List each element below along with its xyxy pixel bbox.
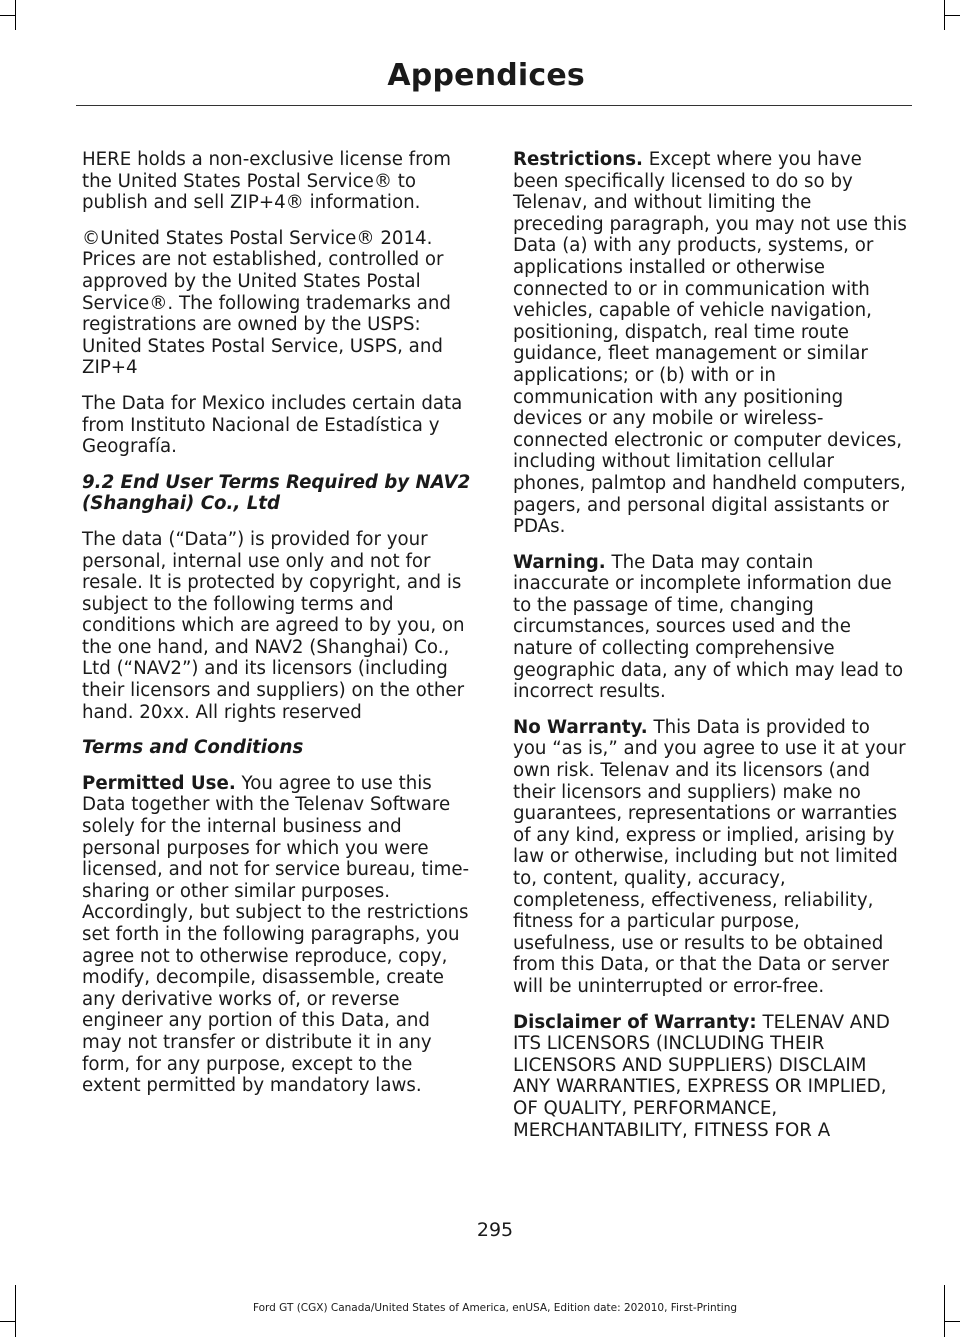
paragraph-lead: No Warranty. <box>513 716 648 738</box>
right-column <box>513 149 907 1155</box>
page-number: 295 <box>476 1219 514 1241</box>
paragraph-lead: Permitted Use. <box>82 772 236 794</box>
crop-mark-bottom-right-h <box>945 1321 960 1322</box>
paragraph <box>513 149 907 538</box>
paragraph: HERE holds a non-exclusive license from the United States Postal Service® to publish and sell ZIP+4® information. <box>82 149 452 214</box>
page-title: Appendices <box>387 58 585 93</box>
paragraph <box>513 717 907 998</box>
paragraph-body: TELENAV AND ITS LICENSORS (INCLUDING THEIR LICENSORS AND SUPPLIERS) DISCLAIM ANY WARRANTIES, EXPRESS OR IMPLIED, OF QUALITY, PERFORMANCE, MERCHANTABILITY, FITNESS FOR A <box>513 1011 890 1141</box>
paragraph <box>82 773 474 1097</box>
paragraph-body: Except where you have been specifically licensed to do so by Telenav, and without limiting the preceding paragraph, you may not use this Data (a) with any products, systems, or applications installed or otherwise connected to or in communication with vehicles, capable of vehicle navigation, positioning, dispatch, real time route guidance, fleet management or similar applications; or (b) with or in communication with any positioning devices or any mobile or wireless-connected electronic or computer devices, including without limitation cellular phones, palmtop and handheld computers, pagers, and personal digital assistants or PDAs. <box>513 149 907 538</box>
paragraph <box>513 1012 907 1142</box>
paragraph-body: You agree to use this Data together with the Telenav Software solely for the internal business and personal purposes for which you were licensed, and not for service bureau, time-sharing or other similar purposes. Accordingly, but subject to the restrictions set forth in the following paragraphs, you agree not to otherwise reproduce, copy, modify, decompile, disassemble, create any derivative works of, or reverse engineer any portion of this Data, and may not transfer or distribute it in any form, for any purpose, except to the extent permitted by mandatory laws. <box>82 772 470 1097</box>
paragraph: The data (“Data”) is provided for your personal, internal use only and not for resale. It is protected by copyright, and is subject to the following terms and conditions which are agreed to by you, on the one hand, and NAV2 (Shanghai) Co., Ltd (“NAV2”) and its licensors (including their licensors and suppliers) on the other hand. 20xx. All rights reserved <box>82 528 465 723</box>
paragraph <box>513 552 907 703</box>
footer-edition-info: Ford GT (CGX) Canada/United States of America, enUSA, Edition date: 202010, First-Printing <box>252 1302 738 1314</box>
crop-mark-top-left-h <box>0 15 15 16</box>
crop-mark-top-left-v <box>15 0 16 30</box>
paragraph-body: The Data may contain inaccurate or incomplete information due to the passage of time, changing circumstances, sources used and the nature of collecting comprehensive geographic data, any of which may lead to incorrect results. <box>513 551 904 703</box>
section-heading: 9.2 End User Terms Required by NAV2 (Shanghai) Co., Ltd <box>82 471 471 515</box>
crop-mark-top-right-h <box>945 15 960 16</box>
subsection-heading: Terms and Conditions <box>82 737 304 759</box>
paragraph: The Data for Mexico includes certain data from Instituto Nacional de Estadística y Geografía. <box>82 392 463 458</box>
header-divider <box>76 105 912 106</box>
paragraph-lead: Warning. <box>513 551 606 573</box>
crop-mark-bottom-left-h <box>0 1321 15 1322</box>
paragraph: ©United States Postal Service® 2014. Prices are not established, controlled or approved by the United States Postal Service®. The following trademarks and registrations are owned by the USPS: United States Postal Service, USPS, and ZIP+4 <box>82 227 451 379</box>
paragraph-lead: Restrictions. <box>513 149 643 170</box>
left-column <box>82 149 474 1111</box>
paragraph-lead: Disclaimer of Warranty: <box>513 1011 757 1033</box>
paragraph-body: This Data is provided to you “as is,” and you agree to use it at your own risk. Telenav and its licensors (and their licensors and suppliers) make no guarantees, representations or warranties of any kind, express or implied, arising by law or otherwise, including but not limited to, content, quality, accuracy, completeness, effectiveness, reliability, fitness for a particular purpose, usefulness, use or results to be obtained from this Data, or that the Data or server will be uninterrupted or error-free. <box>513 716 906 997</box>
